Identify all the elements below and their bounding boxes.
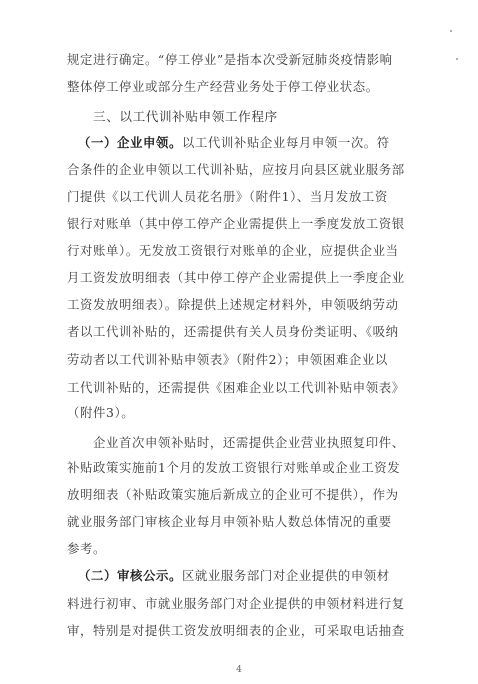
subsection-number: （一） [78,135,117,150]
subsection-title: 审核公示。 [116,568,182,583]
body-line: 工代训补贴的，还需提供《困难企业以工代训补贴申领表》 [67,380,405,395]
page-number: 4 [236,665,242,675]
body-text: 以工代训补贴企业每月申领一次。符 [181,135,390,150]
body-line: 料进行初审、市就业服务部门对企业提供的申领材料进行复 [67,596,405,611]
body-line: 行对账单）。无发放工资银行对账单的企业，应提供企业当 [67,243,399,258]
scan-speck [450,30,452,32]
paragraph-first-line [78,135,427,151]
paragraph-first-line [78,568,427,584]
subsection-title: 企业申领。 [116,135,182,150]
body-line: 参考。 [67,541,106,556]
body-line: 放明细表（补贴政策实施后新成立的企业可不提供），作为 [67,487,399,502]
body-line: 门提供《以工代训人员花名册》（附件1）、当月发放工资 [67,189,388,204]
body-line: 规定进行确定。“停工停业”是指本次受新冠肺炎疫情影响 [67,52,393,67]
body-text: 区就业服务部门对企业提供的申领材 [181,568,390,583]
body-line: 月工资发放明细表（其中停工停产企业需提供上一季度企业 [67,270,405,285]
scan-speck [456,58,458,60]
body-line: 工资发放明细表）。除提供上述规定材料外，申领吸纳劳动 [67,297,399,312]
section-heading: 三、以工代训补贴申领工作程序 [93,109,278,124]
body-line: 银行对账单（其中停工停产企业需提供上一季度发放工资银 [67,216,405,231]
body-line: 劳动者以工代训补贴申领表》（附件2）；申领困难企业以 [67,352,388,367]
body-line: 审，特别是对提供工资发放明细表的企业，可采取电话抽查 [67,623,405,638]
body-line: 者以工代训补贴的，还需提供有关人员身份类证明、《吸纳 [67,324,399,339]
body-line: 合条件的企业申领以工代训补贴，应按月向县区就业服务部 [67,162,405,177]
body-line: 就业服务部门审核企业每月申领补贴人数总体情况的重要 [67,514,392,529]
body-line: （附件3）。 [67,405,135,420]
subsection-number: （二） [78,568,117,583]
paragraph-first-line: 企业首次申领补贴时，还需提供企业营业执照复印件、 [93,435,405,450]
body-line: 整体停工停业或部分生产经营业务处于停工停业状态。 [67,79,379,94]
body-line: 补贴政策实施前1个月的发放工资银行对账单或企业工资发 [67,460,401,475]
